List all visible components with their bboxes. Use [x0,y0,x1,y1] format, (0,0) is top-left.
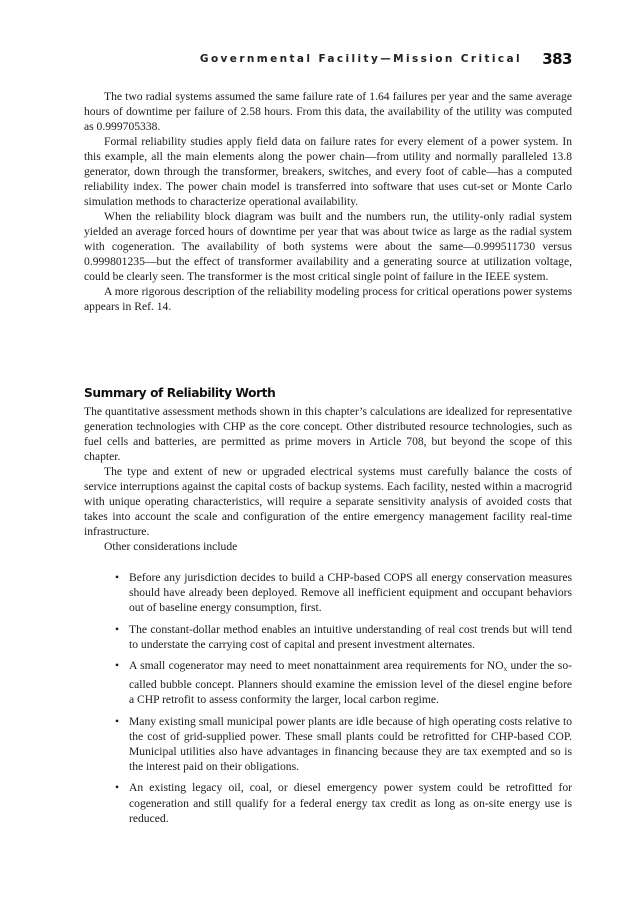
paragraph: When the reliability block diagram was built and the numbers run, the utility-only radial system yielded an average forced hours of downtime per year that was about twice as large as the radial system with cogeneration. The availability of both systems were about the same—0.999511730 versus 0.999801235—but the effect of transformer availability and a generating source at utilization voltage, could be clearly seen. The transformer is the most critical single point of failure in the IEEE system. [84,210,572,283]
list-item-text [129,659,572,706]
list-item [84,622,572,652]
list-item-text-part: under the so-called bubble concept. Planners should examine the emission level of the diesel engine before a CHP retrofit to assess conformity the larger, local carbon regime. [129,659,572,707]
bullet-icon: • [115,714,120,728]
list-item-text: Many existing small municipal power plants are idle because of high operating costs relative to the cost of grid-supplied power. These small plants could be retrofitted for CHP-based COP. Municipal utilities also have advantages in financing because they are tax exempted and so is the interest paid on their obligations. [129,714,572,774]
paragraph: Formal reliability studies apply field data on failure rates for every element of a power system. In this example, all the main elements along the power chain—from utility and normally paralleled 13.8 generator, down through the transformer, breakers, switches, and every foot of cable—has a computed reliability index. The power chain model is transferred into software that uses cut-set or Monte Carlo simulation methods to characterize operational availability. [84,135,572,208]
paragraph: The type and extent of new or upgraded electrical systems must carefully balance the costs of service interruptions against the capital costs of backup systems. Each facility, nested within a macrogrid with unique operating characteristics, will require a separate sensitivity analysis of avoided costs that takes into account the scale and configuration of the entire emergency management facility real-time infrastructure. [84,465,572,538]
bullet-icon: • [115,571,120,584]
page-number: 383 [542,50,572,68]
section-heading: Summary of Reliability Worth [84,386,276,400]
bullet-icon: • [115,659,120,673]
list-item-text-part: A small cogenerator may need to meet nonattainment area requirements for NO [129,659,504,673]
summary-text-block [84,404,572,554]
paragraph: Other considerations include [104,540,238,553]
subscript: x [503,665,508,674]
considerations-list [84,570,572,832]
bullet-icon: • [115,781,120,795]
list-item-text: Before any jurisdiction decides to build a CHP-based COPS all energy conservation measures should have already been deployed. Remove all inefficient equipment and occupant behaviors out of baseline energy consumption, first. [129,571,572,615]
list-item [84,658,572,708]
paragraph: A more rigorous description of the reliability modeling process for critical operations power systems appears in Ref. 14. [84,285,572,313]
list-item [84,780,572,826]
paragraph: The two radial systems assumed the same failure rate of 1.64 failures per year and the same average hours of downtime per failure of 2.58 hours. From this data, the availability of the utility was computed as 0.999705338. [84,90,572,133]
running-header [84,50,572,72]
list-item-text: An existing legacy oil, coal, or diesel emergency power system could be retrofitted for cogeneration and still qualify for a federal energy tax credit as long as on-site energy use is reduced. [129,781,572,825]
list-item [84,714,572,775]
running-title: Governmental Facility—Mission Critical [199,53,522,65]
intro-text-block [84,89,572,314]
list-item-text: The constant-dollar method enables an intuitive understanding of real cost trends but will tend to understate the carrying cost of capital and present investment alternates. [129,622,572,651]
list-item [84,570,572,616]
paragraph: The quantitative assessment methods shown in this chapter’s calculations are idealized for representative generation technologies with CHP as the core concept. Other distributed resource technologies, such as fuel cells and batteries, are permitted as prime movers in Article 708, but beyond the scope of this chapter. [84,405,572,463]
bullet-icon: • [115,622,120,636]
